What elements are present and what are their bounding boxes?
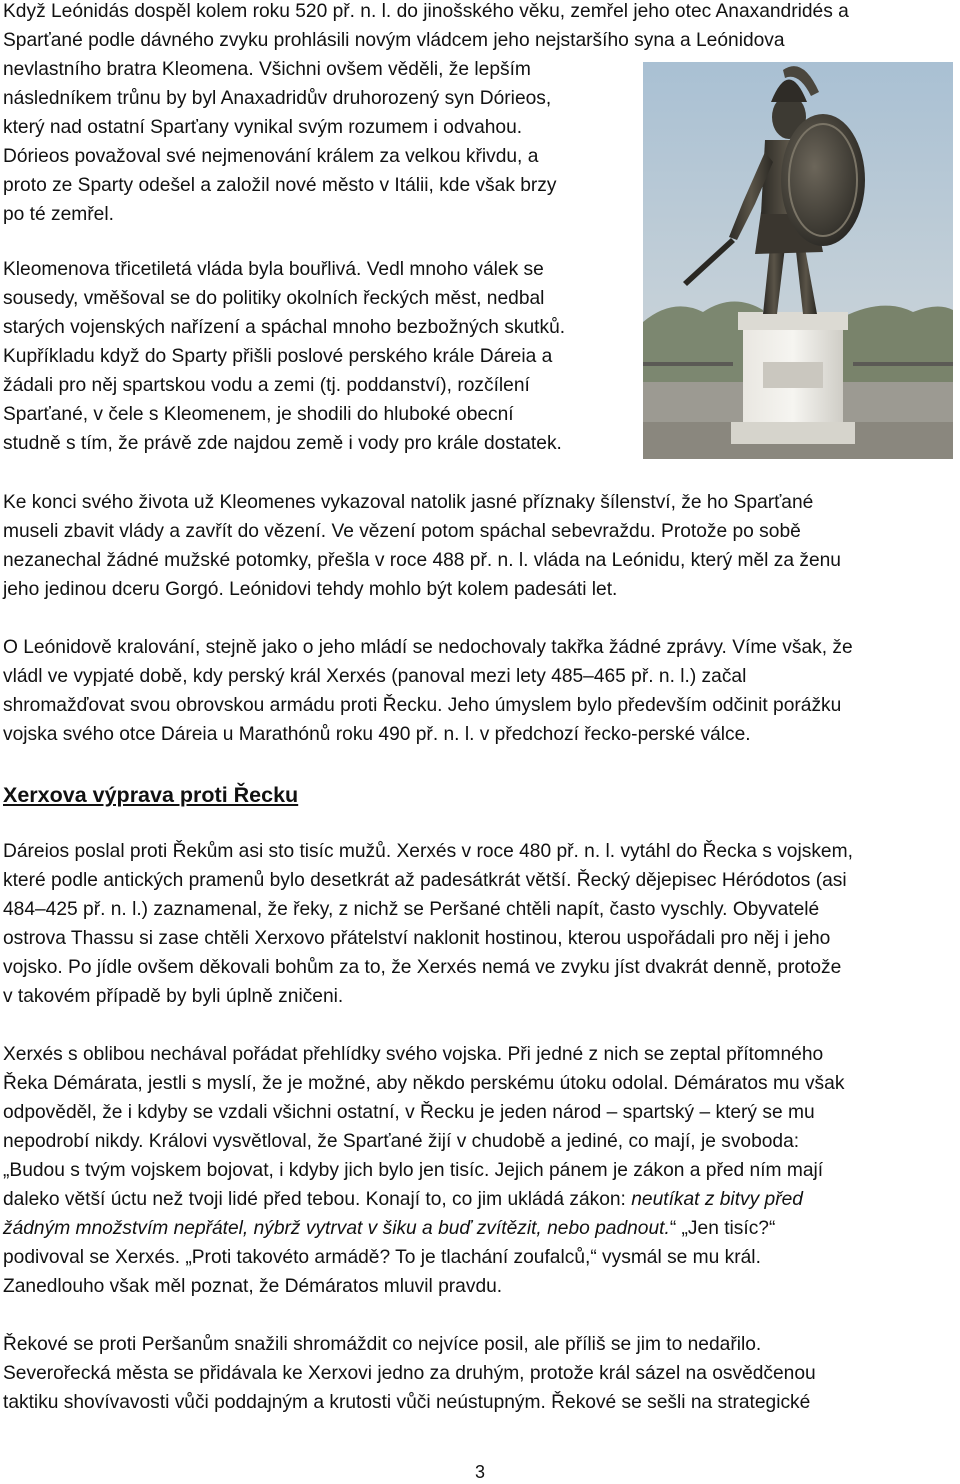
text-line: Dórieos považoval své nejmenování králem za velkou křivdu, a [3, 146, 539, 167]
text-line: v takovém případě by byli úplně zničeni. [3, 986, 344, 1007]
text-line: „Budou s tvým vojskem bojovat, i kdyby jich bylo jen tisíc. Jejich pánem je zákon a před ním mají [3, 1160, 824, 1181]
text-line: následníkem trůnu by byl Anaxadridův druhorozený syn Dórieos, [3, 88, 552, 109]
paragraph-5 [3, 837, 958, 1011]
text-line: Kleomenova třicetiletá vláda byla bouřlivá. Vedl mnoho válek se [3, 259, 544, 280]
text-line: odpověděl, že i kdyby se vzdali všichni ostatní, v Řecku je jeden národ – spartský – který se mu [3, 1102, 815, 1123]
text-span: daleko větší úctu než tvoji lidé před tebou. Konají to, co jim ukládá zákon: [3, 1189, 632, 1210]
italic-quote: žádným množstvím nepřátel, nýbrž vytrvat v šiku a buď zvítězit, nebo padnout. [3, 1218, 670, 1239]
text-line: vojska svého otce Dáreia u Marathónů roku 490 př. n. l. v předchozí řecko-perské válce. [3, 724, 751, 745]
paragraph-4 [3, 633, 958, 749]
text-line: Zanedlouho však měl poznat, že Démáratos mluvil pravdu. [3, 1276, 503, 1297]
italic-quote: neutíkat z bitvy před [631, 1189, 803, 1210]
paragraph-3 [3, 488, 958, 604]
text-line: proto ze Sparty odešel a založil nové město v Itálii, kde však brzy [3, 175, 557, 196]
text-line: studně s tím, že právě zde najdou země i vody pro krále dostatek. [3, 433, 562, 454]
text-line: Ke konci svého života už Kleomenes vykazoval natolik jasné příznaky šílenství, že ho Sparťané [3, 492, 814, 513]
text-line: museli zbavit vlády a zavřít do vězení. Ve vězení potom spáchal sebevraždu. Protože po sobě [3, 521, 801, 542]
text-line [3, 1185, 958, 1214]
text-line: taktiku shovívavosti vůči poddajným a krutosti vůči neústupným. Řekové se sešli na strategické [3, 1392, 811, 1413]
text-line: žádali pro něj spartskou vodu a zemi (tj. poddanství), rozčílení [3, 375, 530, 396]
text-line: Když Leónidás dospěl kolem roku 520 př. n. l. do jinošského věku, zemřel jeho otec Anaxandridés a [3, 1, 849, 22]
text-line: O Leónidově kralování, stejně jako o jeho mládí se nedochovaly takřka žádné zprávy. Víme však, že [3, 637, 853, 658]
paragraph-6 [3, 1040, 958, 1301]
text-line: který nad ostatní Sparťany vynikal svým rozumem i odvahou. [3, 117, 523, 138]
text-line: Řeka Démárata, jestli s myslí, že je možné, aby někdo perskému útoku odolal. Démáratos mu však [3, 1073, 845, 1094]
text-line: nezanechal žádné mužské potomky, přešla v roce 488 př. n. l. vláda na Leónidu, který měl za ženu [3, 550, 841, 571]
text-line: Sparťané podle dávného zvyku prohlásili novým vládcem jeho nejstaršího syna a Leónidova [3, 30, 785, 51]
statue-illustration [643, 62, 953, 459]
text-span: “ „Jen tisíc?“ [669, 1218, 776, 1239]
text-line: ostrova Thassu si zase chtěli Xerxovo přátelství naklonit hostinou, kterou uspořádali pro něj i jeho [3, 928, 831, 949]
text-line: Severořecká města se přidávala ke Xerxovi jedno za druhým, protože král sázel na osvědčenou [3, 1363, 816, 1384]
text-line: 484–425 př. n. l.) zaznamenal, že řeky, z nichž se Peršané chtěli napít, často vyschly. Obyvatelé [3, 899, 820, 920]
text-line: starých vojenských nařízení a spáchal mnoho bezbožných skutků. [3, 317, 566, 338]
text-line: Sparťané, v čele s Kleomenem, je shodili do hluboké obecní [3, 404, 514, 425]
text-line: Dáreios poslal proti Řekům asi sto tisíc mužů. Xerxés v roce 480 př. n. l. vytáhl do Řecka s vojskem, [3, 841, 853, 862]
text-line: Xerxés s oblibou nechával pořádat přehlídky svého vojska. Při jedné z nich se zeptal přítomného [3, 1044, 824, 1065]
leonidas-statue-photo [643, 62, 953, 459]
text-line [3, 1214, 958, 1243]
page-number: 3 [474, 1462, 485, 1482]
text-line: jeho jedinou dceru Gorgó. Leónidovi tehdy mohlo být kolem padesáti let. [3, 579, 618, 600]
text-line: které podle antických pramenů bylo desetkrát až padesátkrát větší. Řecký dějepisec Héródotos (asi [3, 870, 847, 891]
text-line: vládl ve vypjaté době, kdy perský král Xerxés (panoval mezi lety 485–465 př. n. l.) začal [3, 666, 747, 687]
text-line: po té zemřel. [3, 204, 114, 225]
text-line: nevlastního bratra Kleomena. Všichni ovšem věděli, že lepším [3, 59, 531, 80]
text-line: Řekové se proti Peršanům snažili shromáždit co nejvíce posil, ale příliš se jim to nedařilo. [3, 1334, 762, 1355]
paragraph-7 [3, 1330, 958, 1417]
text-line: nepodrobí nikdy. Královi vysvětloval, že Sparťané žijí v chudobě a jediné, co mají, je svoboda: [3, 1131, 800, 1152]
text-line: shromažďovat svou obrovskou armádu proti Řecku. Jeho úmyslem bylo především odčinit porážku [3, 695, 842, 716]
text-line: vojsko. Po jídle ovšem děkovali bohům za to, že Xerxés nemá ve zvyku jíst dvakrát denně, protože [3, 957, 842, 978]
text-line: sousedy, vměšoval se do politiky okolních řeckých měst, nedbal [3, 288, 545, 309]
text-line: Kupříkladu když do Sparty přišli poslové perského krále Dáreia a [3, 346, 553, 367]
section-heading: Xerxova výprava proti Řecku [3, 783, 299, 807]
text-line: podivoval se Xerxés. „Proti takovéto armádě? To je tlachání zoufalců,“ vysmál se mu král. [3, 1247, 761, 1268]
